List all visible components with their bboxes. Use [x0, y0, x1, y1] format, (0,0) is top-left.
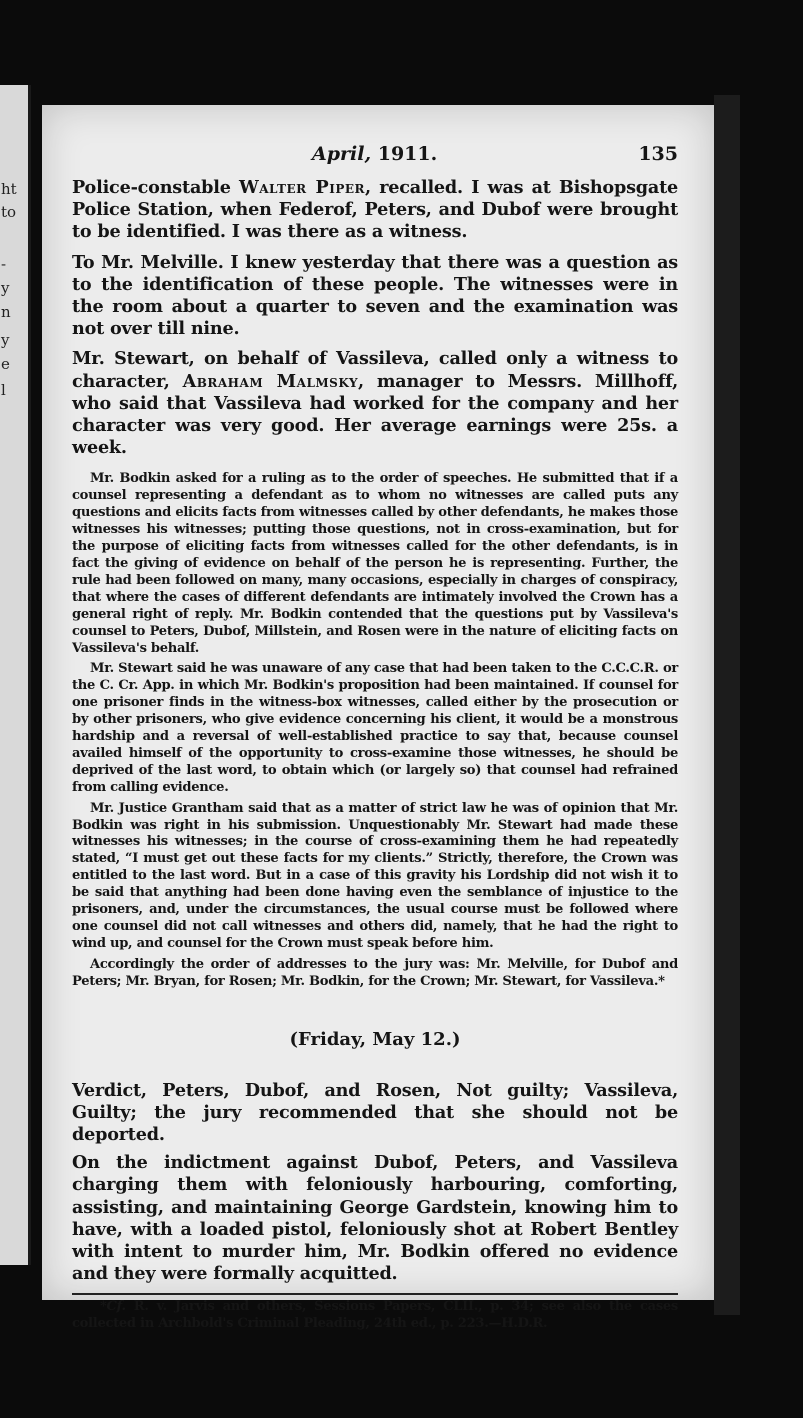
prev-page-fragment: y — [1, 331, 10, 349]
paragraph-indictment: On the indictment against Dubof, Peters, and Vassileva charging them with feloniously harbouring, comforting, assisting, and maintaining George Gardstein, knowing him to have, with a loaded pistol, feloniously shot at Robert Bentley with intent to murder him, Mr. Bodkin offered no evidence and they were formally acquitted. — [72, 1152, 678, 1285]
prev-page-fragment: l — [1, 381, 6, 399]
paragraph-grantham-ruling: Mr. Justice Grantham said that as a matter of strict law he was of opinion that Mr. Bodkin was right in his submission. Unquestionably Mr. Stewart had made these witnesses his witnesses; in the course of cross-examining them he had repeatedly stated, “I must get out these facts for my clients.” Strictly, therefore, the Crown was entitled to the last word. But in a case of this gravity his Lordship did not wish it to be said that anything had been done having even the semblance of injustice to the prisoners, and, under the circumstances, the usual course must be followed where one counsel did not call witnesses and others did, namely, that he had the right to wind up, and counsel for the Crown must speak before him. — [72, 800, 678, 951]
prev-page-fragment: n — [1, 303, 11, 321]
stewart-text-post: , manager to Messrs. Millhoff, who said that Vassileva had worked for the company and her character was very good. Her average earnings were 25s. a week. — [72, 370, 678, 459]
piper-text-post: , recalled. I was at Bishopsgate Police Station, when Federof, Peters, and Dubof were brought to be identified. I was there as a witness. — [72, 177, 678, 243]
running-head-year: 1911. — [377, 143, 438, 165]
paragraph-stewart-reply: Mr. Stewart said he was unaware of any case that had been taken to the C.C.C.R. or the C. Cr. App. in which Mr. Bodkin's proposition had been maintained. If counsel for one prisoner finds in the witness-box witnesses, called either by the prosecution or by other prisoners, who give evidence concerning his client, it would be a monstrous hardship and a reversal of well-established practice to say that, because counsel availed himself of the opportunity to cross-examine those witnesses, he should be deprived of the last word, to obtain which (or largely so) that counsel had refrained from calling evidence. — [72, 661, 678, 795]
stewart-text-pre: Mr. Stewart, on behalf of Vassileva, called only a witness to character, — [72, 348, 678, 392]
paragraph-piper — [72, 177, 678, 244]
prev-page-fragment: ht — [1, 180, 17, 198]
paragraph-stewart — [72, 348, 678, 459]
paragraph-melville: To Mr. Melville. I knew yesterday that there was a question as to the identification of these people. The witnesses were in the room about a quarter to seven and the examination was not over till nine. — [72, 251, 678, 340]
day-heading: (Friday, May 12.) — [289, 1028, 461, 1050]
prev-page-fragment: - — [1, 255, 7, 273]
previous-page-edge — [0, 85, 31, 1265]
page-number: 135 — [638, 143, 678, 165]
footnote-marker: *Cf. — [100, 1299, 126, 1315]
running-head-date — [312, 143, 437, 165]
page-content — [72, 143, 678, 1332]
paragraph-order-of-addresses: Accordingly the order of addresses to the jury was: Mr. Melville, for Dubof and Peters; Mr. Bryan, for Rosen; Mr. Bodkin, for the Crown; Mr. Stewart, for Vassileva.* — [72, 956, 678, 989]
prev-page-fragment: e — [1, 355, 10, 373]
paragraph-verdict: Verdict, Peters, Dubof, and Rosen, Not guilty; Vassileva, Guilty; the jury recommended that she should not be deported. — [72, 1079, 678, 1146]
page-binding-shadow — [714, 95, 740, 1315]
running-head — [72, 143, 678, 173]
piper-text-pre: Police-constable — [72, 177, 239, 198]
footnote — [72, 1299, 678, 1332]
legal-argument-block — [72, 471, 678, 990]
footnote-text: R. v. Jarvis and others, Sessions Papers, CLII., p. 34; see also the cases collected in Archbold's Criminal Pleading, 24th ed., p. 223.—H.D.R. — [72, 1299, 678, 1331]
prev-page-fragment: y — [1, 279, 10, 297]
witness-name: Walter Piper — [238, 177, 366, 198]
paragraph-bodkin-ruling: Mr. Bodkin asked for a ruling as to the order of speeches. He submitted that if a counsel representing a defendant as to whom no witnesses are called puts any questions and elicits facts from witnesses called by other defendants, he makes those witnesses his witnesses; putting those questions, not in cross-examination, but for the purpose of eliciting facts from witnesses called for the other defendants, is in fact the giving of evidence on behalf of the person he is representing. Further, the rule had been followed on many, many occasions, especially in charges of conspiracy, that where the cases of different defendants are intimately involved the Crown has a general right of reply. Mr. Bodkin contended that the questions put by Vassileva's counsel to Peters, Dubof, Millstein, and Rosen were in the nature of eliciting facts on Vassileva's behalf. — [72, 471, 678, 656]
running-head-month: April, — [312, 143, 372, 165]
prev-page-fragment: to — [1, 203, 17, 221]
footnote-rule — [72, 1293, 678, 1295]
book-page — [42, 105, 714, 1331]
witness-name: Abraham Malmsky — [182, 370, 359, 392]
